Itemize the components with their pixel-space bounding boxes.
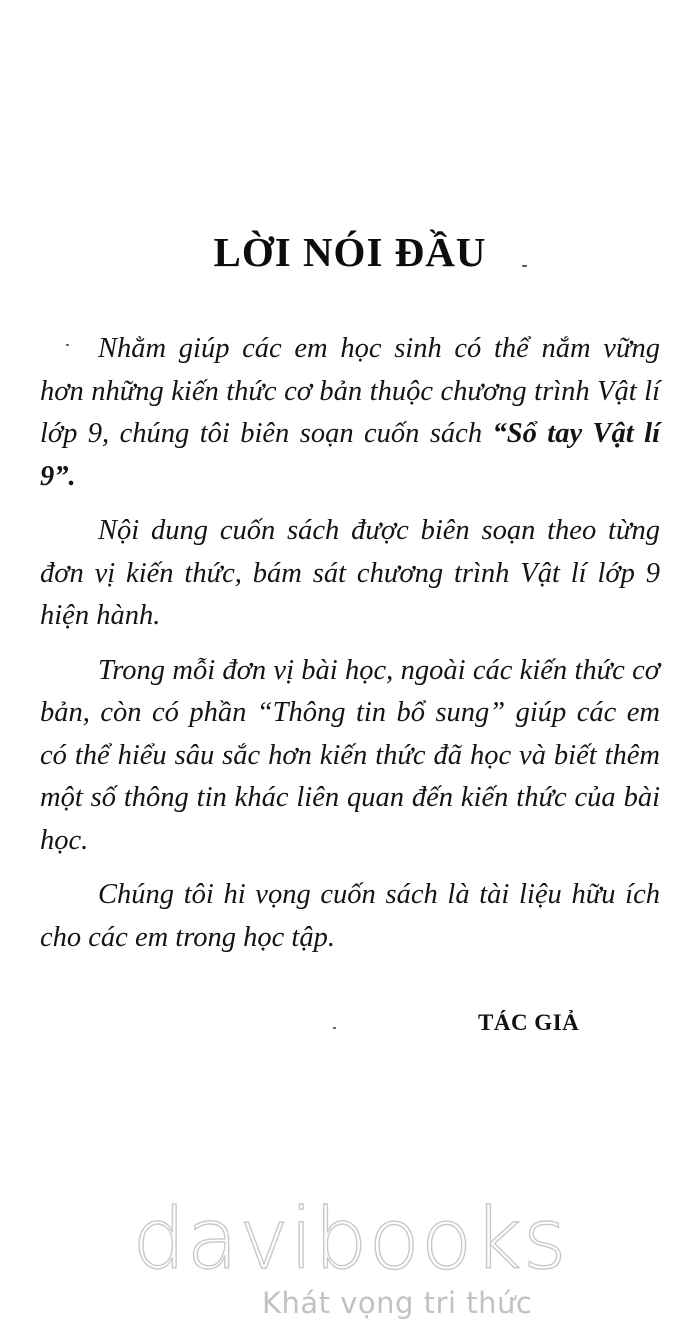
watermark-logo: davibooks [132, 1190, 568, 1288]
paragraph-structure: Trong mỗi đơn vị bài học, ngoài các kiến thức cơ bản, còn có phần “Thông tin bổ sung” giúp các em có thể hiểu sâu sắc hơn kiến thức đã học và biết thêm một số thông tin khác liên quan đến kiến thức của bài học. [40, 654, 660, 856]
book-title: “Sổ tay Vật lí 9” [40, 418, 660, 492]
print-speck [522, 265, 527, 267]
paragraph-intro [40, 328, 660, 498]
watermark-slogan: Khát vọng tri thức [262, 1286, 533, 1320]
paragraph-intro-end: . [68, 460, 76, 492]
paragraph-intro-text: Nhằm giúp các em học sinh có thể nắm vững hơn những kiến thức cơ bản thuộc chương trình Vật lí lớp 9, chúng tôi biên soạn cuốn sách [40, 333, 660, 449]
paragraph-content: Nội dung cuốn sách được biên soạn theo từng đơn vị kiến thức, bám sát chương trình Vật lí lớp 9 hiện hành. [40, 515, 660, 631]
page-title: LỜI NÓI ĐẦU [213, 229, 487, 275]
print-speck [66, 344, 69, 346]
preface-body [40, 328, 660, 971]
author-signature: TÁC GIẢ [478, 1010, 580, 1035]
print-speck [333, 1027, 336, 1029]
paragraph-closing: Chúng tôi hi vọng cuốn sách là tài liệu hữu ích cho các em trong học tập. [40, 879, 660, 953]
